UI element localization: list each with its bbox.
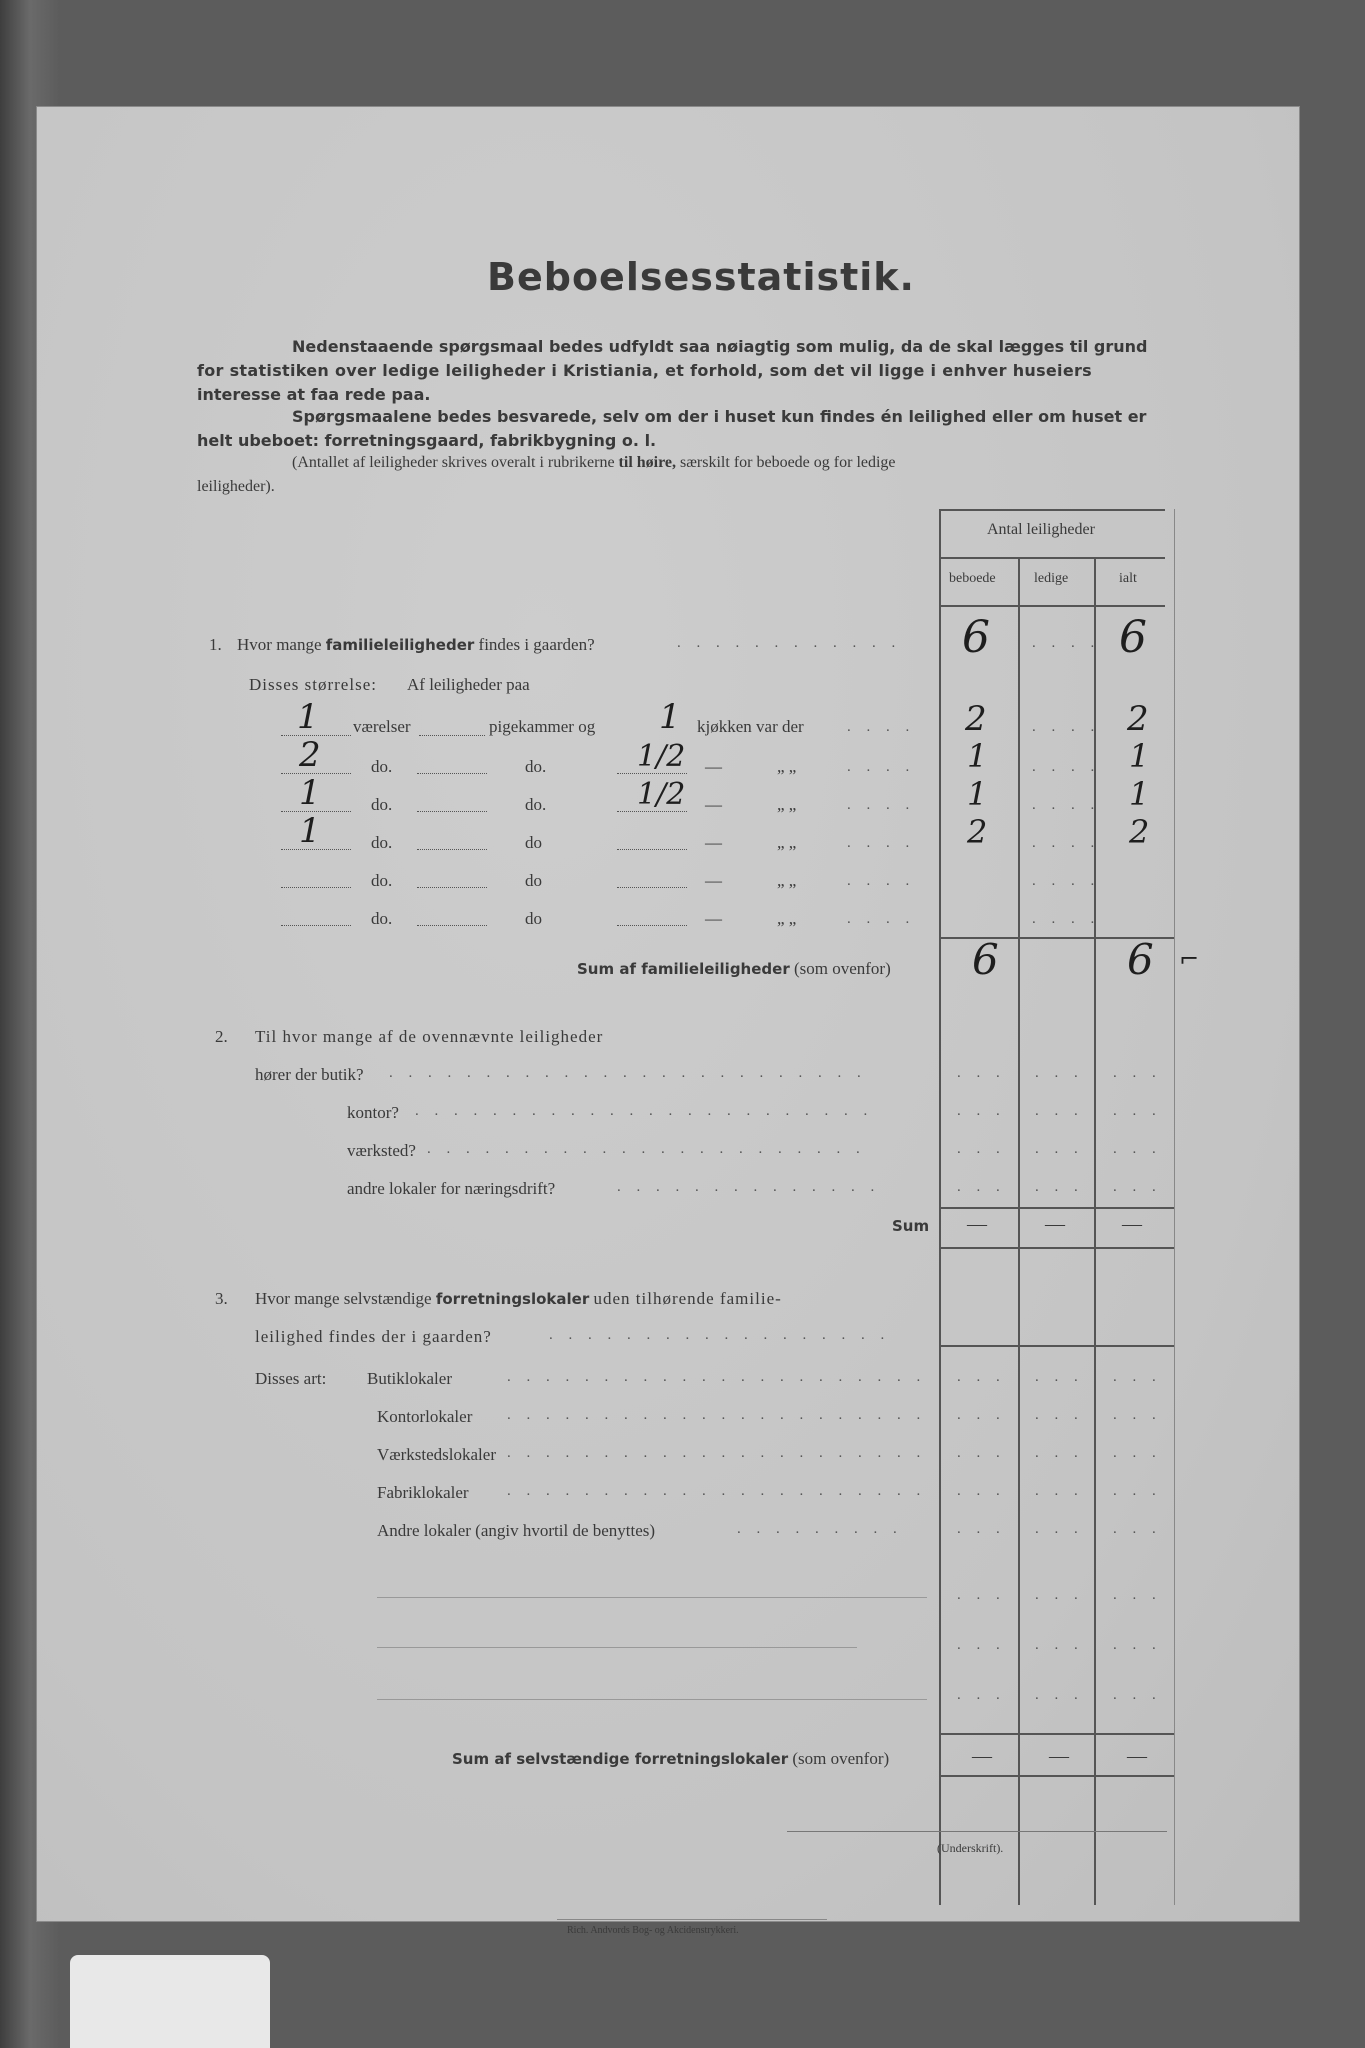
check-mark: ⌐ [1179, 945, 1200, 973]
row-do-2: do [525, 871, 542, 890]
col-header-beboede: beboede [949, 571, 996, 586]
q3-sum-ialt: — [1127, 1745, 1147, 1767]
intro-line-6a: (Antallet af leiligheder skrives overalt i rubrikerne [292, 454, 615, 471]
q3-text-b: forretningslokaler [435, 1290, 590, 1308]
intro-line-5: helt ubeboet: forretningsgaard, fabrikbygning o. l. [197, 431, 657, 450]
q3-sum-rest: (som ovenfor) [792, 1749, 890, 1768]
row1-kjokken-value: 1 [659, 697, 681, 737]
row-ialt-value: 1 [1129, 775, 1150, 813]
q3-rule [939, 1345, 1174, 1347]
row-beboede-value: 1 [967, 775, 988, 813]
intro-line-2: for statistiken over ledige leiligheder i Kristiania, et forhold, som det vil ligge i enhver huseiers [197, 361, 1092, 380]
col-header-ialt: ialt [1119, 571, 1137, 586]
row-vaerelser-value: 1 [299, 811, 321, 851]
q3-text-c: uden tilhørende familie- [593, 1289, 782, 1308]
q2-sum-ledige: — [1045, 1213, 1065, 1235]
q1-sum-ialt: 6 [1127, 935, 1154, 984]
signature-line [787, 1831, 1167, 1832]
q3-number: 3. [215, 1289, 228, 1308]
row-kjokken-value: 1/2 [637, 777, 686, 812]
q1-sizes-sub: Af leiligheder paa [407, 675, 530, 694]
row-ialt-value: 2 [1129, 813, 1150, 851]
q3-sum-ledige: — [1049, 1745, 1069, 1767]
table-right-rule [1174, 509, 1175, 1905]
table-top-rule [939, 509, 1165, 511]
form-sheet: Beboelsesstatistik. Nedenstaaende spørgsmaal bedes udfyldt saa nøiagtig som mulig, da de skal lægges til grund for statistiken over ledige leiligheder i Kristiania, et forhold, som det vil ligge i enhver huseiers interesse at faa rede paa. Spørgsmaalene bedes besvarede, selv om der i huset kun findes én leilighed eller om huset er helt ubeboet: forretningsgaard, fabrikbygning o. l. (Antallet af leiligheder skrives overalt i rubrikerne til høire, særskilt for beboede og for ledige leiligheder). Antal leiligheder beboede ledige ialt 1. Hvor mange familieleiligheder findes i gaarden? . . . . . . . . . . . . 6 . . . . 6 Disses størrelse: Af leiligheder paa 1 værelser pigekammer og 1 kjøkken var der . . . . 2 . . . . 2 Sum af familieleiligheder (som ovenfor) 6 6 ⌐ 2. Til hvor mange af de ovennævnte leiligheder hører der butik? . . . . . . . . . . . . . . . . . . . . . . . . . kontor? . . . . . . . . . . . . . . . . . . . . . . . . værksted? . . . . . . . . . . . . . . . . . . . . . . . andre lokaler for næringsdrift? . . . . . . . . . . . . . . . . . . . . . . . . . . . . . . . . . . . . . . . . . . . . . . . . . . Sum — — — 3. Hvor mange selvstændige forretningslokaler uden tilhørende familie- leilighed findes der i gaarden? . . . . . . . . . . . . . . . . . . Disses art: . . . . . . . . . . . . . . . . . . . . . . . . . . . Sum af selvstændige forretningslokaler (som ovenfor) — — — (Underskrift). Rich. Andvords Bog- og Akcidenstrykkeri. 2 do. do. 1/2 — „ „ . . . . 1 . . . . 1 1 do. do. 1/2 — „ „ . . . . 1 . . . . 1 1 do. do — „ „ . . . . 2 . . . . 2 do. do — „ „ . . . . . . . . do. do — „ „ . . . . . . . . Butiklokaler . . . . . . . . . . . . . . . . . . . . . . . . . . . . . . . Kontorlokaler . . . . . . . . . . . . . . . . . . . . . . . . . . . . . . . Værkstedslokaler . . . . . . . . . . . . . . . . . . . . . . . . . . . . . . . Fabriklokaler . . . . . . . . . . . . . . . . . . . . . . . . . . . . . . . Andre lokaler (angiv hvortil de benyttes) . . . . . . . . . . . . . . . . . . [36, 106, 1300, 1922]
row-do-1: do. [371, 757, 393, 776]
q1-sum-label-bold: Sum af familieleiligheder [577, 960, 790, 978]
row-do-1: do. [371, 833, 393, 852]
page-title: Beboelsesstatistik. [487, 255, 915, 299]
intro-line-6c: særskilt for beboede og for ledige [680, 454, 896, 471]
row1-ialt-value: 2 [1127, 699, 1149, 739]
q2-sum-beboede: — [967, 1213, 987, 1235]
intro-line-6b: til høire, [618, 454, 677, 471]
intro-line-1: Nedenstaaende spørgsmaal bedes udfyldt saa nøiagtig som mulig, da de skal lægges til grund [292, 337, 1148, 356]
q2-sum-ialt: — [1122, 1213, 1142, 1235]
q1-text-c: findes i gaarden? [478, 635, 595, 654]
row-do-2: do [525, 833, 542, 852]
row-ialt-value: 1 [1129, 737, 1150, 775]
row-quote: „ „ [777, 909, 797, 928]
q3-bottom-rule [939, 1775, 1174, 1777]
row-vaerelser-value: 1 [299, 773, 321, 813]
row-dash: — [705, 833, 722, 852]
row-quote: „ „ [777, 757, 797, 776]
row-do-1: do. [371, 795, 393, 814]
q1-ialt-value: 6 [1119, 612, 1147, 663]
q1-beboede-value: 6 [962, 612, 990, 663]
row1-beboede-value: 2 [965, 699, 987, 739]
q1-sum-label-rest: (som ovenfor) [793, 959, 891, 978]
row-do-2: do. [525, 795, 547, 814]
intro-line-3: interesse at faa rede paa. [197, 385, 431, 404]
table-header-bottom-rule [939, 605, 1165, 607]
intro-line-4: Spørgsmaalene bedes besvarede, selv om der i huset kun findes én leilighed eller om huset er [292, 407, 1147, 426]
row-kjokken-value: 1/2 [637, 739, 686, 774]
q3-sum-bold: Sum af selvstændige forretningslokaler [452, 1750, 789, 1768]
q1-text-b: familieleiligheder [325, 636, 475, 654]
row-do-2: do. [525, 757, 547, 776]
q3-art-label: Disses art: [255, 1369, 327, 1388]
q2-text: Til hvor mange af de ovennævnte leiligheder [255, 1027, 604, 1046]
row-dash: — [705, 757, 722, 776]
col-header-ledige: ledige [1034, 571, 1069, 586]
q3-item: Værkstedslokaler [377, 1445, 496, 1464]
row-do-1: do. [371, 909, 393, 928]
row-dash: — [705, 909, 722, 928]
q3-sum-rule [939, 1733, 1174, 1735]
q3-text-a: Hvor mange selvstændige [255, 1289, 432, 1308]
q3-text-d: leilighed findes der i gaarden? [255, 1327, 492, 1346]
row1-vaerelser-value: 1 [297, 697, 319, 737]
row1-label-kjokken: kjøkken var der [697, 717, 804, 736]
row1-label-vaerelser: værelser [353, 717, 411, 736]
q1-text-a: Hvor mange [237, 635, 322, 654]
intro-line-7: leiligheder). [197, 478, 275, 495]
row-dash: — [705, 795, 722, 814]
q2-butik: hører der butik? [255, 1065, 364, 1084]
q3-sum-beboede: — [972, 1745, 992, 1767]
signature-label: (Underskrift). [937, 1841, 1004, 1855]
q2-sum-rule [939, 1207, 1174, 1209]
q1-number: 1. [209, 635, 222, 654]
row-do-1: do. [371, 871, 393, 890]
row-beboede-value: 2 [967, 813, 988, 851]
q3-item: Butiklokaler [367, 1369, 452, 1388]
q2-kontor: kontor? [347, 1103, 399, 1122]
row-quote: „ „ [777, 871, 797, 890]
q3-item: Kontorlokaler [377, 1407, 473, 1426]
q2-verksted: værksted? [347, 1141, 416, 1160]
row-quote: „ „ [777, 833, 797, 852]
row-beboede-value: 1 [967, 737, 988, 775]
printer-imprint: Rich. Andvords Bog- og Akcidenstrykkeri. [567, 1925, 739, 1936]
row-do-2: do [525, 909, 542, 928]
table-header-group: Antal leiligheder [987, 521, 1095, 538]
scan-artifact [70, 1955, 270, 2048]
row-quote: „ „ [777, 795, 797, 814]
q3-item: Fabriklokaler [377, 1483, 469, 1502]
row1-label-pigekammer: pigekammer og [489, 717, 596, 736]
table-header-rule [939, 557, 1165, 559]
row-dash: — [705, 871, 722, 890]
q2-andre: andre lokaler for næringsdrift? [347, 1179, 556, 1198]
q1-sum-beboede: 6 [972, 935, 999, 984]
row-vaerelser-value: 2 [299, 735, 321, 775]
q3-item: Andre lokaler (angiv hvortil de benyttes) [377, 1521, 656, 1540]
q2-number: 2. [215, 1027, 228, 1046]
q2-bottom-rule [939, 1247, 1174, 1249]
q1-sizes-label: Disses størrelse: [249, 675, 377, 694]
q2-sum-label: Sum [892, 1217, 930, 1235]
